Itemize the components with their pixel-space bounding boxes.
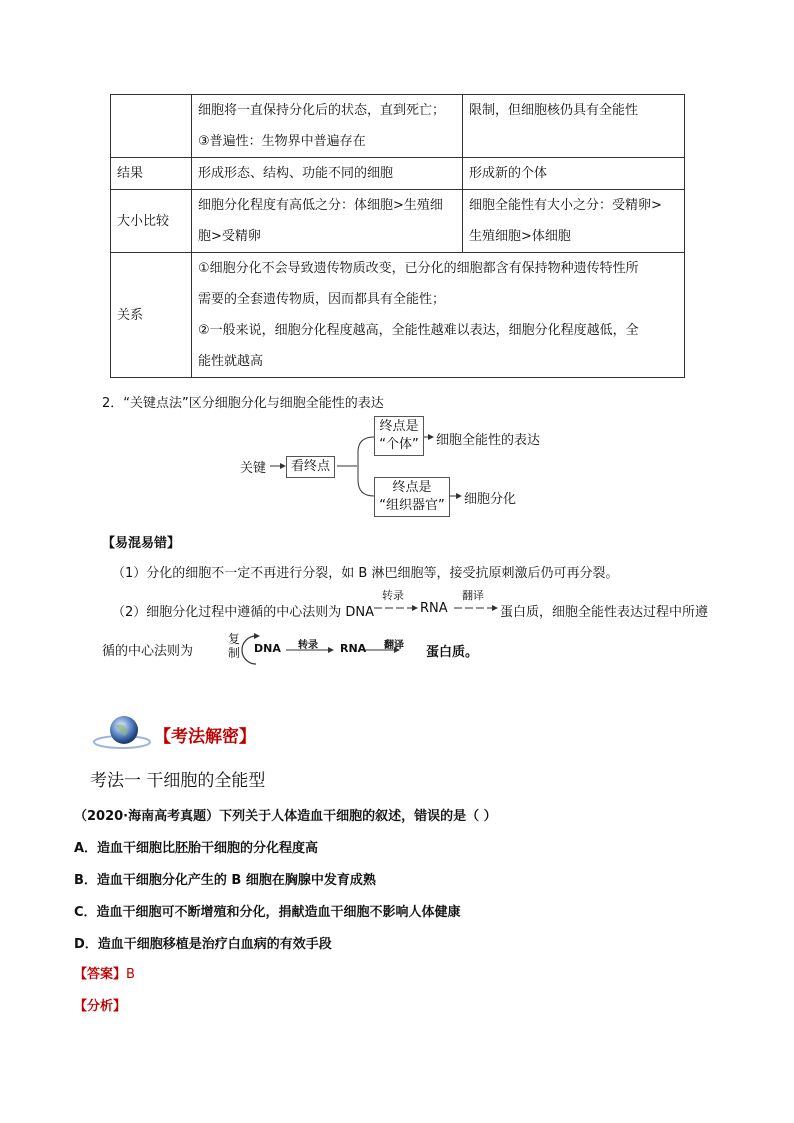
diagram-top-box: 终点是 “个体”	[374, 416, 424, 456]
row-label: 关系	[111, 253, 192, 378]
answer-line	[74, 963, 135, 982]
translation-label: 翻译	[462, 589, 484, 602]
globe-icon	[90, 712, 154, 752]
table-cell: 限制，但细胞核仍具有全能性	[463, 95, 685, 158]
table-cell: ①细胞分化不会导致遗传物质改变，已分化的细胞都含有保持物种遗传特性所 需要的全套遗传物质，因而都具有全能性； ②一般来说，细胞分化程度越高，全能性越难以表达，细胞分化程度越低，全 能性就越高	[192, 253, 685, 378]
confuse-item-1: （1）分化的细胞不一定不再进行分裂，如 B 淋巴细胞等，接受抗原刺激后仍可再分裂。	[112, 566, 619, 581]
translation-arrow	[452, 601, 500, 615]
method-title: 考法一 干细胞的全能型	[90, 771, 266, 791]
diagram-connectors	[0, 0, 794, 560]
dna-label: DNA	[254, 642, 281, 655]
diagram-top-result: 细胞全能性的表达	[436, 433, 541, 448]
rna-text: RNA	[420, 601, 448, 616]
option-b: B．造血干细胞分化产生的 B 细胞在胸腺中发育成熟	[74, 873, 376, 888]
table-cell: 形成形态、结构、功能不同的细胞	[192, 158, 463, 190]
rna-label: RNA	[340, 642, 367, 655]
section-title: 2．“关键点法”区分细胞分化与细胞全能性的表达	[102, 396, 384, 411]
t2-label: 翻译	[384, 640, 404, 651]
item2-text-a: （2）细胞分化过程中遵循的中心法则为 DNA	[112, 605, 375, 620]
diagram-bottom-result: 细胞分化	[464, 492, 517, 507]
replication-label: 复 制	[228, 632, 241, 660]
confuse-title: 【易混易错】	[102, 536, 181, 551]
secret-title: 【考法解密】	[154, 727, 256, 747]
protein-label: 蛋白质。	[426, 645, 479, 660]
option-d: D．造血干细胞移植是治疗白血病的有效手段	[74, 937, 332, 952]
diagram-key: 关键	[240, 461, 267, 476]
row-label: 结果	[111, 158, 192, 190]
item3-text: 循的中心法则为	[102, 644, 194, 659]
option-a: A．造血干细胞比胚胎干细胞的分化程度高	[74, 841, 319, 856]
diagram-look-box: 看终点	[286, 456, 335, 478]
item2-text-b: 蛋白质，细胞全能性表达过程中所遵	[500, 605, 709, 620]
transcription-label: 转录	[382, 589, 404, 602]
table-cell: 细胞分化程度有高低之分：体细胞>生殖细 胞>受精卵	[192, 190, 463, 253]
answer-value: B	[126, 967, 135, 982]
question-stem: （2020·海南高考真题）下列关于人体造血干细胞的叙述，错误的是（ ）	[74, 809, 497, 824]
answer-label: 【答案】	[74, 967, 127, 982]
row-label: 大小比较	[111, 190, 192, 253]
option-c: C．造血干细胞可不断增殖和分化，捐献造血干细胞不影响人体健康	[74, 905, 461, 920]
t1-label: 转录	[298, 640, 318, 651]
diagram-bottom-box: 终点是 “组织器官”	[374, 477, 450, 517]
table-cell: 细胞将一直保持分化后的状态，直到死亡； ③普遍性：生物界中普遍存在	[192, 95, 463, 158]
analysis-label: 【分析】	[74, 999, 127, 1014]
transcription-arrow	[372, 601, 420, 615]
table-cell: 细胞全能性有大小之分：受精卵> 生殖细胞>体细胞	[463, 190, 685, 253]
table-cell: 形成新的个体	[463, 158, 685, 190]
